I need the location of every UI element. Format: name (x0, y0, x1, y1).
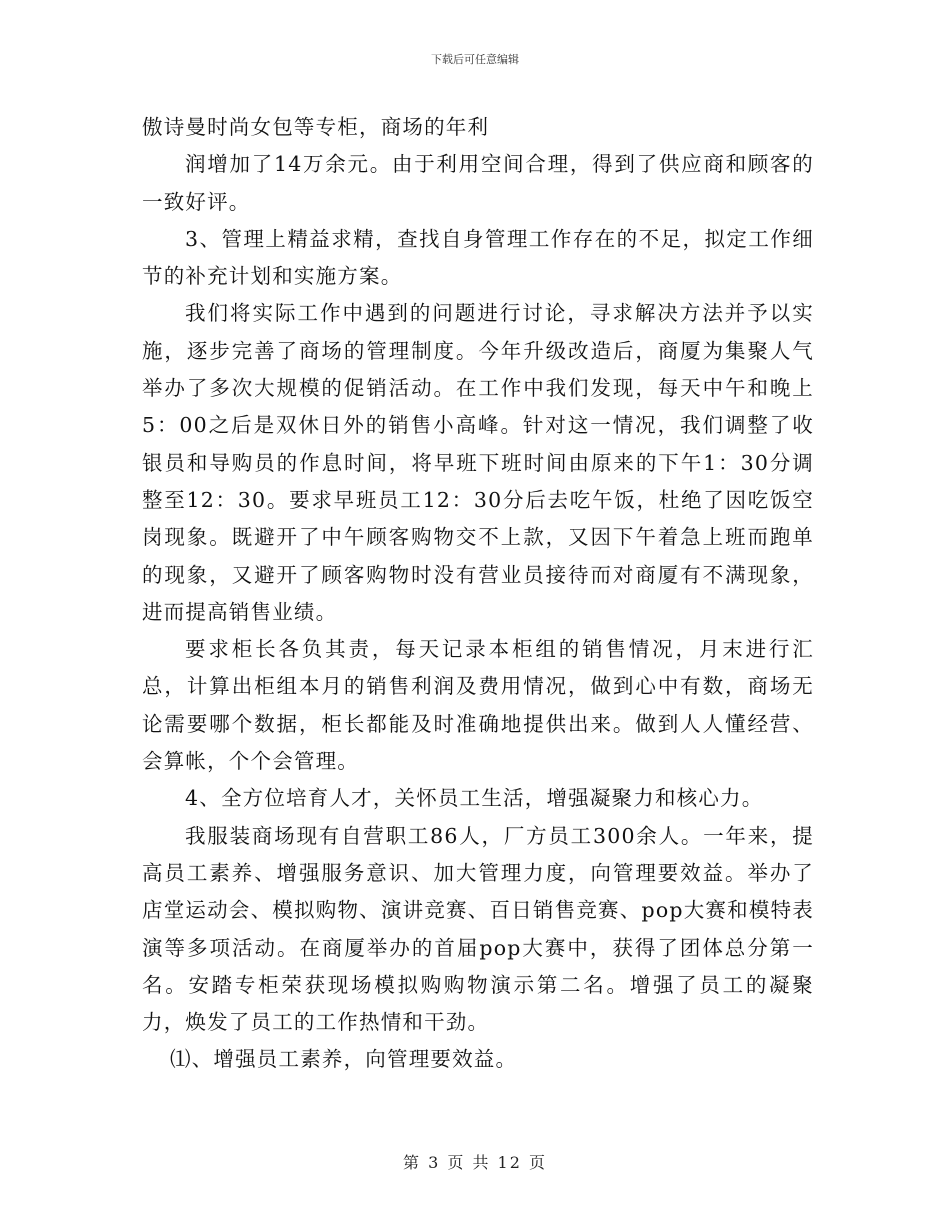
paragraph-section-4-heading: 4、全方位培育人才，关怀员工生活，增强凝聚力和核心力。 (185, 786, 764, 811)
paragraph-section-3-heading: 3、管理上精益求精，查找自身管理工作存在的不足，拟定工作细节的补充计划和实施方案。 (142, 226, 814, 289)
page-number-footer: 第 3 页 共 12 页 (403, 1153, 547, 1172)
paragraph-staff-activities: 我服装商场现有自营职工86人，厂方员工300余人。一年来，提高员工素养、增强服务意识、加大管理力度，向管理要效益。举办了店堂运动会、模拟购物、演讲竞赛、百日销售竞赛、pop大赛和模特表演等多项活动。在商厦举办的首届pop大赛中，获得了团体总分第一名。安踏专柜荣获现场模拟购购物演示第二名。增强了员工的凝聚力，焕发了员工的工作热情和干劲。 (142, 823, 814, 1035)
document-body (142, 109, 814, 1079)
paragraph-profit: 润增加了14万余元。由于利用空间合理，得到了供应商和顾客的一致好评。 (142, 152, 814, 214)
paragraph-subsection-1-heading: ⑴、增强员工素养，向管理要效益。 (170, 1047, 518, 1072)
paragraph-counter-managers: 要求柜长各负其责，每天记录本柜组的销售情况，月末进行汇总，计算出柜组本月的销售利润及费用情况，做到心中有数，商场无论需要哪个数据，柜长都能及时准确地提供出来。做到人人懂经营、会算帐，个个会管理。 (142, 637, 814, 774)
page-header-note: 下载后可任意编辑 (431, 53, 519, 66)
paragraph-continuation: 傲诗曼时尚女包等专柜，商场的年利 (142, 115, 490, 139)
paragraph-management-system: 我们将实际工作中遇到的问题进行讨论，寻求解决方法并予以实施，逐步完善了商场的管理制度。今年升级改造后，商厦为集聚人气举办了多次大规模的促销活动。在工作中我们发现，每天中午和晚上5：00之后是双休日外的销售小高峰。针对这一情况，我们调整了收银员和导购员的作息时间，将早班下班时间由原来的下午1：30分调整至12：30。要求早班员工12：30分后去吃午饭，杜绝了因吃饭空岗现象。既避开了中午顾客购物交不上款，又因下午着急上班而跑单的现象，又避开了顾客购物时没有营业员接待而对商厦有不满现象，进而提高销售业绩。 (142, 301, 814, 624)
